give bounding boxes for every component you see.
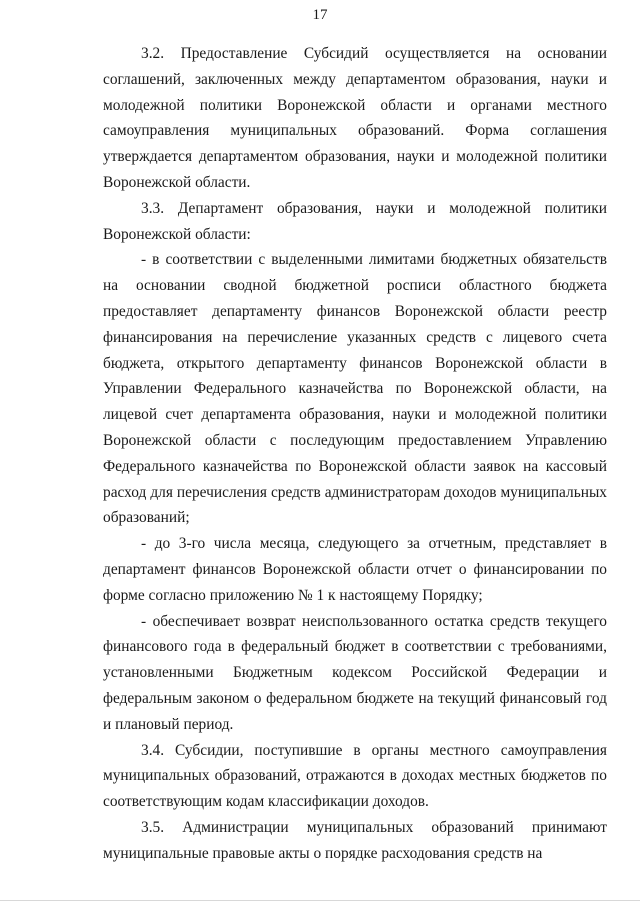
page-bottom-divider — [0, 900, 640, 901]
document-body — [103, 41, 607, 867]
paragraph-3-5: 3.5. Администрации муниципальных образований принимают муниципальные правовые акты о порядке расходования средств на — [103, 818, 607, 862]
paragraph-3-3: 3.3. Департамент образования, науки и молодежной политики Воронежской области: — [103, 199, 607, 243]
list-item-registry: - в соответствии с выделенными лимитами бюджетных обязательств на основании сводной бюджетной росписи областного бюджета предоставляет департаменту финансов Воронежской области реестр финансирования на перечисление указанных средств с лицевого счета бюджета, открытого департаменту финансов Воронежской области в Управлении Федерального казначейства по Воронежской области, на лицевой счет департамента образования, науки и молодежной политики Воронежской области с последующим предоставлением Управлению Федерального казначейства по Воронежской области заявок на кассовый расход для перечисления средств администраторам доходов муниципальных образований; — [103, 251, 607, 527]
paragraph-3-2: 3.2. Предоставление Субсидий осуществляется на основании соглашений, заключенных между департаментом образования, науки и молодежной политики Воронежской области и органами местного самоуправления муниципальных образований. Форма соглашения утверждается департаментом образования, науки и молодежной политики Воронежской области. — [103, 45, 607, 191]
page-number: 17 — [312, 7, 328, 23]
paragraph-3-4: 3.4. Субсидии, поступившие в органы местного самоуправления муниципальных образований, отражаются в доходах местных бюджетов по соответствующим кодам классификации доходов. — [103, 741, 607, 811]
list-item-refund: - обеспечивает возврат неиспользованного остатка средств текущего финансового года в федеральный бюджет в соответствии с требованиями, установленными Бюджетным кодексом Российской Федерации и федеральным законом о федеральном бюджете на текущий финансовый год и плановый период. — [103, 612, 607, 733]
list-item-report: - до 3-го числа месяца, следующего за отчетным, представляет в департамент финансов Воронежской области отчет о финансировании по форме согласно приложению № 1 к настоящему Порядку; — [103, 535, 607, 604]
